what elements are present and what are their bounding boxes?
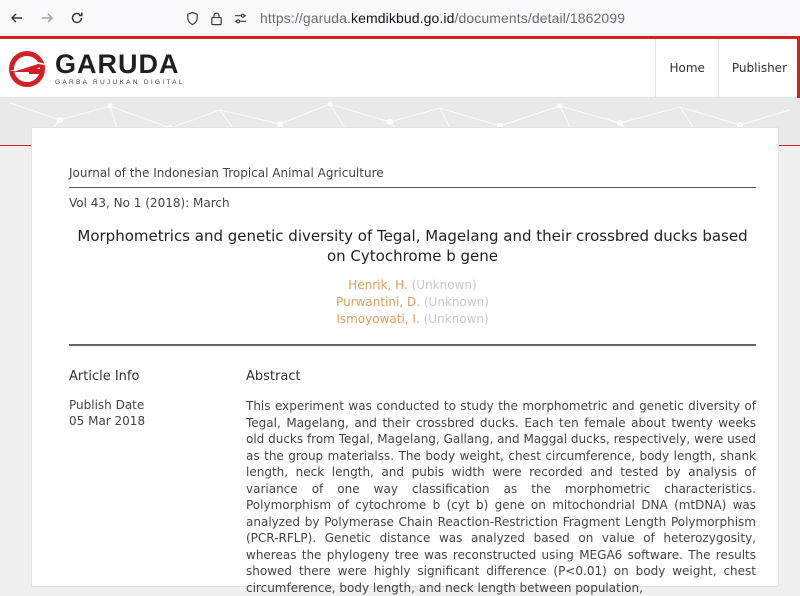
publish-date-value: 05 Mar 2018: [69, 414, 146, 428]
author-name[interactable]: Purwantini, D.: [336, 295, 421, 309]
author-name[interactable]: Henrik, H.: [348, 278, 408, 292]
article-card: [31, 127, 779, 595]
url-text[interactable]: [260, 10, 625, 26]
main-nav: [655, 39, 800, 97]
browser-toolbar: [0, 0, 800, 36]
arrow-left-icon: [9, 10, 25, 26]
article-title: Morphometrics and genetic diversity of Tegal, Magelang and their crossbred ducks based on Cytochrome b gene: [77, 227, 748, 265]
garuda-logo-icon: [8, 50, 48, 86]
author-item: [69, 277, 756, 294]
volume-issue[interactable]: Vol 43, No 1 (2018): March: [69, 196, 230, 210]
shield-icon[interactable]: [182, 8, 202, 28]
permissions-icon[interactable]: [230, 8, 250, 28]
article-info-heading: Article Info: [69, 369, 140, 384]
url-path: /documents/detail/1862099: [454, 10, 626, 26]
abstract-heading: Abstract: [246, 369, 301, 384]
divider: [69, 187, 756, 188]
nav-home[interactable]: Home: [655, 39, 717, 97]
url-prefix: https://garuda.: [260, 10, 352, 26]
lock-icon[interactable]: [206, 8, 226, 28]
reload-button[interactable]: [64, 5, 90, 31]
journal-name[interactable]: Journal of the Indonesian Tropical Animal Agriculture: [69, 166, 384, 180]
abstract-text: This experiment was conducted to study the morphometric and genetic diversity of Tegal, Magelang, and their crossbred ducks. Each ten female about twenty weeks old ducks from Tegal, Magelang, Gallang, and Maggal ducks, respectively, were used as the group materialss. The body weight, chest circumference, body length, shank length, neck length, and pubis width were recorded and tested by analysis of variance of one way classification as the morphometric characteristics. Polymorphism of cytochrome b (cyt b) gene on mitochondrial DNA (mtDNA) was analyzed by Polymerase Chain Reaction-Restriction Fragment Length Polymorphism (PCR-RFLP). Genetic distance was analyzed based on value of heterozygosity, whereas the phylogeny tree was reconstructed using MEGA6 software. The results showed there were highly significant difference (P<0.01) on body weight, chest circumference, body length, and neck length between population,: [246, 399, 756, 595]
reload-icon: [69, 10, 85, 26]
forward-button[interactable]: [34, 5, 60, 31]
author-item: [69, 294, 756, 311]
publish-date-label: Publish Date: [69, 398, 145, 412]
url-host: kemdikbud.go.id: [351, 10, 455, 26]
nav-publisher[interactable]: Publisher: [718, 39, 800, 97]
author-list: [69, 277, 756, 328]
garuda-logo[interactable]: [8, 50, 185, 86]
author-name[interactable]: Ismoyowati, I.: [336, 312, 420, 326]
section-divider: [69, 344, 756, 346]
logo-tagline: GARBA RUJUKAN DIGITAL: [55, 78, 185, 86]
site-header: [0, 36, 800, 98]
author-affiliation: (Unknown): [411, 278, 477, 292]
author-affiliation: (Unknown): [423, 312, 489, 326]
back-button[interactable]: [4, 5, 30, 31]
author-affiliation: (Unknown): [423, 295, 489, 309]
url-bar[interactable]: [182, 5, 625, 31]
logo-name: GARUDA: [55, 48, 180, 79]
arrow-right-icon: [39, 10, 55, 26]
author-item: [69, 311, 756, 328]
